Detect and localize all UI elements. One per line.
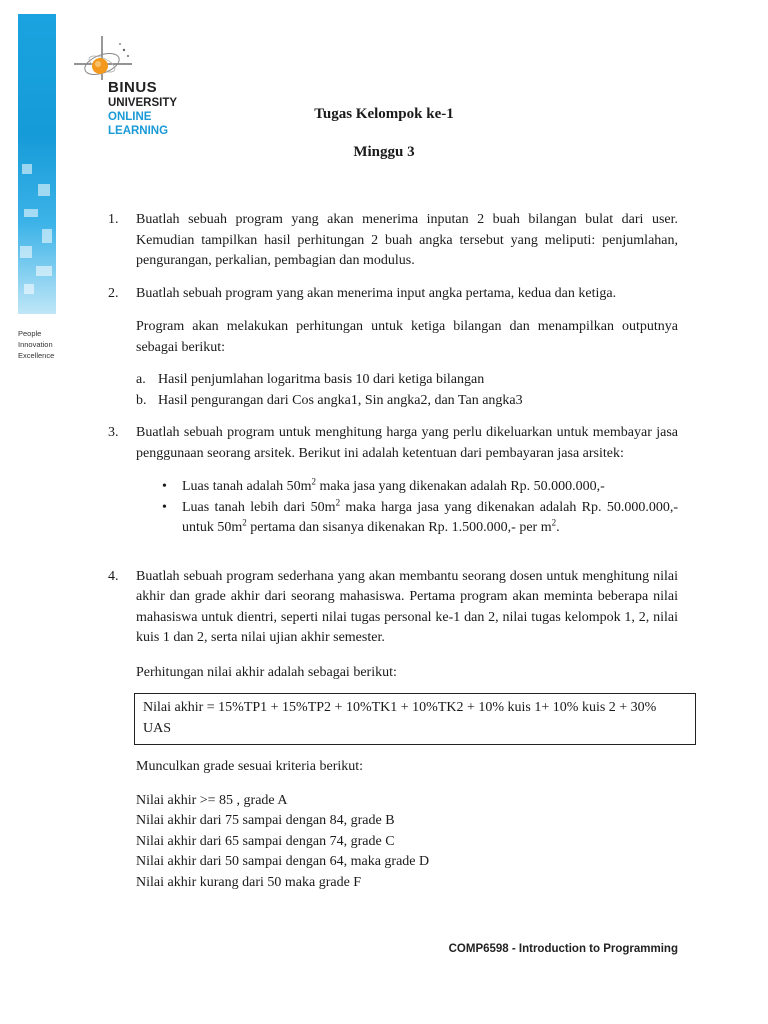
sub-item-text: Hasil penjumlahan logaritma basis 10 dari ketiga bilangan	[158, 372, 485, 387]
bullet-list	[160, 477, 678, 539]
tagline-line: People	[18, 329, 42, 338]
sub-list	[136, 370, 678, 411]
item-text: Buatlah sebuah program sederhana yang akan membantu seorang dosen untuk menghitung nilai akhir dan grade akhir dari seorang mahasiswa. Pertama program akan meminta beberapa nilai mahasiswa untuk dientri, seperti nilai tugas personal ke-1 dan 2, nilai tugas kelompok 1, 2, nilai kuis 1 dan 2, serta nilai ujian akhir semester.	[136, 568, 678, 645]
item-paragraph: Munculkan grade sesuai kriteria berikut:	[136, 759, 364, 774]
decorative-sidebar	[18, 14, 56, 314]
item-text: Buatlah sebuah program yang akan menerima inputan 2 buah bilangan bulat dari user. Kemudian tampilkan hasil perhitungan 2 buah angka tersebut yang meliputi: penjumlahan, pengurangan, perkalian, pembagian dan modulus.	[136, 212, 678, 268]
bullet-icon: •	[162, 479, 167, 494]
sub-item-text: Hasil pengurangan dari Cos angka1, Sin angka2, dan Tan angka3	[158, 392, 523, 408]
item-paragraph: Program akan melakukan perhitungan untuk ketiga bilangan dan menampilkan outputnya sebagai berikut:	[136, 319, 678, 355]
grade-criteria: Nilai akhir kurang dari 50 maka grade F	[136, 874, 362, 890]
footer-course: COMP6598 - Introduction to Programming	[448, 943, 678, 955]
list-item	[108, 567, 678, 894]
superscript: 2	[551, 517, 557, 528]
bullet-item	[160, 498, 678, 539]
list-item	[108, 284, 678, 412]
superscript: 2	[335, 496, 341, 507]
bullet-item	[160, 477, 678, 498]
bullet-text: pertama dan sisanya dikenakan Rp. 1.500.000,- per m	[246, 520, 552, 535]
list-item	[108, 423, 678, 539]
sub-item-label: b.	[136, 392, 147, 408]
grade-criteria: Nilai akhir dari 50 sampai dengan 64, maka grade D	[136, 854, 430, 869]
grade-criteria: Nilai akhir dari 65 sampai dengan 74, grade C	[136, 833, 395, 849]
tagline	[18, 328, 54, 361]
bullet-text: .	[556, 520, 560, 535]
bullet-text: Luas tanah adalah 50m	[182, 479, 312, 494]
item-number: 4.	[108, 568, 119, 584]
grade-list	[136, 791, 678, 894]
logo-line: ONLINE	[108, 111, 152, 123]
superscript: 2	[242, 517, 247, 528]
bullet-text: maka jasa yang dikenakan adalah Rp. 50.000.000,-	[315, 479, 605, 494]
page-subtitle: Minggu 3	[353, 144, 415, 160]
sub-item	[136, 391, 678, 412]
item-number: 1.	[108, 212, 119, 227]
grade-criteria: Nilai akhir >= 85 , grade A	[136, 792, 288, 808]
logo-line: LEARNING	[108, 125, 169, 137]
bullet-text: Luas tanah lebih dari 50m	[182, 499, 336, 515]
item-text: Buatlah sebuah program untuk menghitung harga yang perlu dikeluarkan untuk membayar jasa penggunaan seorang arsitek. Berikut ini adalah ketentuan dari pembayaran jasa arsitek:	[136, 425, 678, 461]
formula-box: Nilai akhir = 15%TP1 + 15%TP2 + 10%TK1 + 10%TK2 + 10% kuis 1+ 10% kuis 2 + 30% UAS	[134, 693, 696, 745]
superscript: 2	[311, 476, 316, 487]
sub-item-label: a.	[136, 372, 146, 387]
item-number: 2.	[108, 285, 119, 301]
grade-criteria: Nilai akhir dari 75 sampai dengan 84, grade B	[136, 813, 395, 828]
item-number: 3.	[108, 425, 119, 440]
tagline-line: Excellence	[18, 351, 55, 360]
tagline-line: Innovation	[18, 340, 53, 349]
sub-item	[136, 370, 678, 391]
bullet-icon: •	[162, 499, 167, 515]
page-title: Tugas Kelompok ke-1	[314, 106, 454, 122]
bullet-text: maka harga jasa yang dikenakan adalah Rp. 50.000.000,- untuk 50m	[182, 499, 678, 535]
logo-line: UNIVERSITY	[108, 97, 178, 109]
list-item	[108, 210, 678, 272]
item-text: Buatlah sebuah program yang akan menerima input angka pertama, kedua dan ketiga.	[136, 285, 617, 301]
item-paragraph: Perhitungan nilai akhir adalah sebagai berikut:	[136, 664, 397, 680]
logo-line: BINUS	[108, 79, 158, 96]
assignment-content	[108, 210, 678, 893]
